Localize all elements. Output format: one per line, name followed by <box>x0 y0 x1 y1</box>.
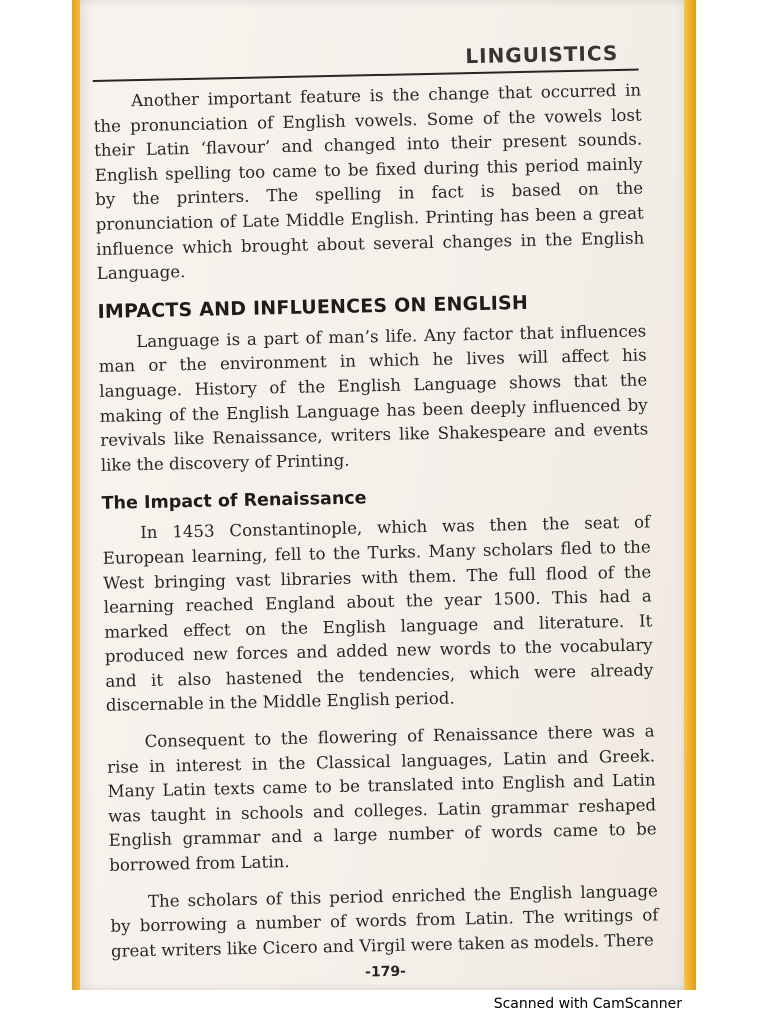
page-number: -179- <box>364 964 407 981</box>
running-head: LINGUISTICS <box>465 40 619 69</box>
section-heading: IMPACTS AND INFLUENCES ON ENGLISH <box>97 291 529 323</box>
scanner-watermark: Scanned with CamScanner <box>493 996 682 1012</box>
book-edge-right <box>684 0 696 990</box>
section-paragraph: Language is a part of man’s life. Any factor that influences man or the environment in which he lives will affect his language. History of the English Language shows that the making of the English Language has been deeply influenced by revivals like Renaissance, writers like Shakespeare and events like the discovery of Printing. <box>98 321 649 475</box>
body-paragraph: Consequent to the flowering of Renaissance there was a rise in interest in the Classical languages, Latin and Greek. Many Latin texts came to be translated into English and Latin was taught in schools and colleges. Latin grammar reshaped English grammar and a large number of words came to be borrowed from Latin. <box>106 721 657 875</box>
body-paragraph: The scholars of this period enriched the English language by borrowing a number of words from Latin. The writings of great writers like Cicero and Virgil were taken as models. There <box>110 880 659 961</box>
subsection-heading: The Impact of Renaissance <box>101 488 367 515</box>
page-content <box>92 33 660 987</box>
intro-paragraph: Another important feature is the change that occurred in the pronunciation of English vowels. Some of the vowels lost their Latin ‘flavour’ and changed into their present sounds. English spelling too came to be fixed during this period mainly by the printers. The spelling in fact is based on the pronunciation of Late Middle English. Printing has been a great influence which brought about several changes in the English Language. <box>93 80 645 284</box>
body-paragraph: In 1453 Constantinople, which was then the seat of European learning, fell to the Turks. Many scholars fled to the West bringing vast libraries with them. The full flood of the learning reached England about the year 1500. This had a marked effect on the English language and literature. It produced new forces and added new words to the vocabulary and it also hastened the tendencies, which were already discernable in the Middle English period. <box>102 512 654 716</box>
